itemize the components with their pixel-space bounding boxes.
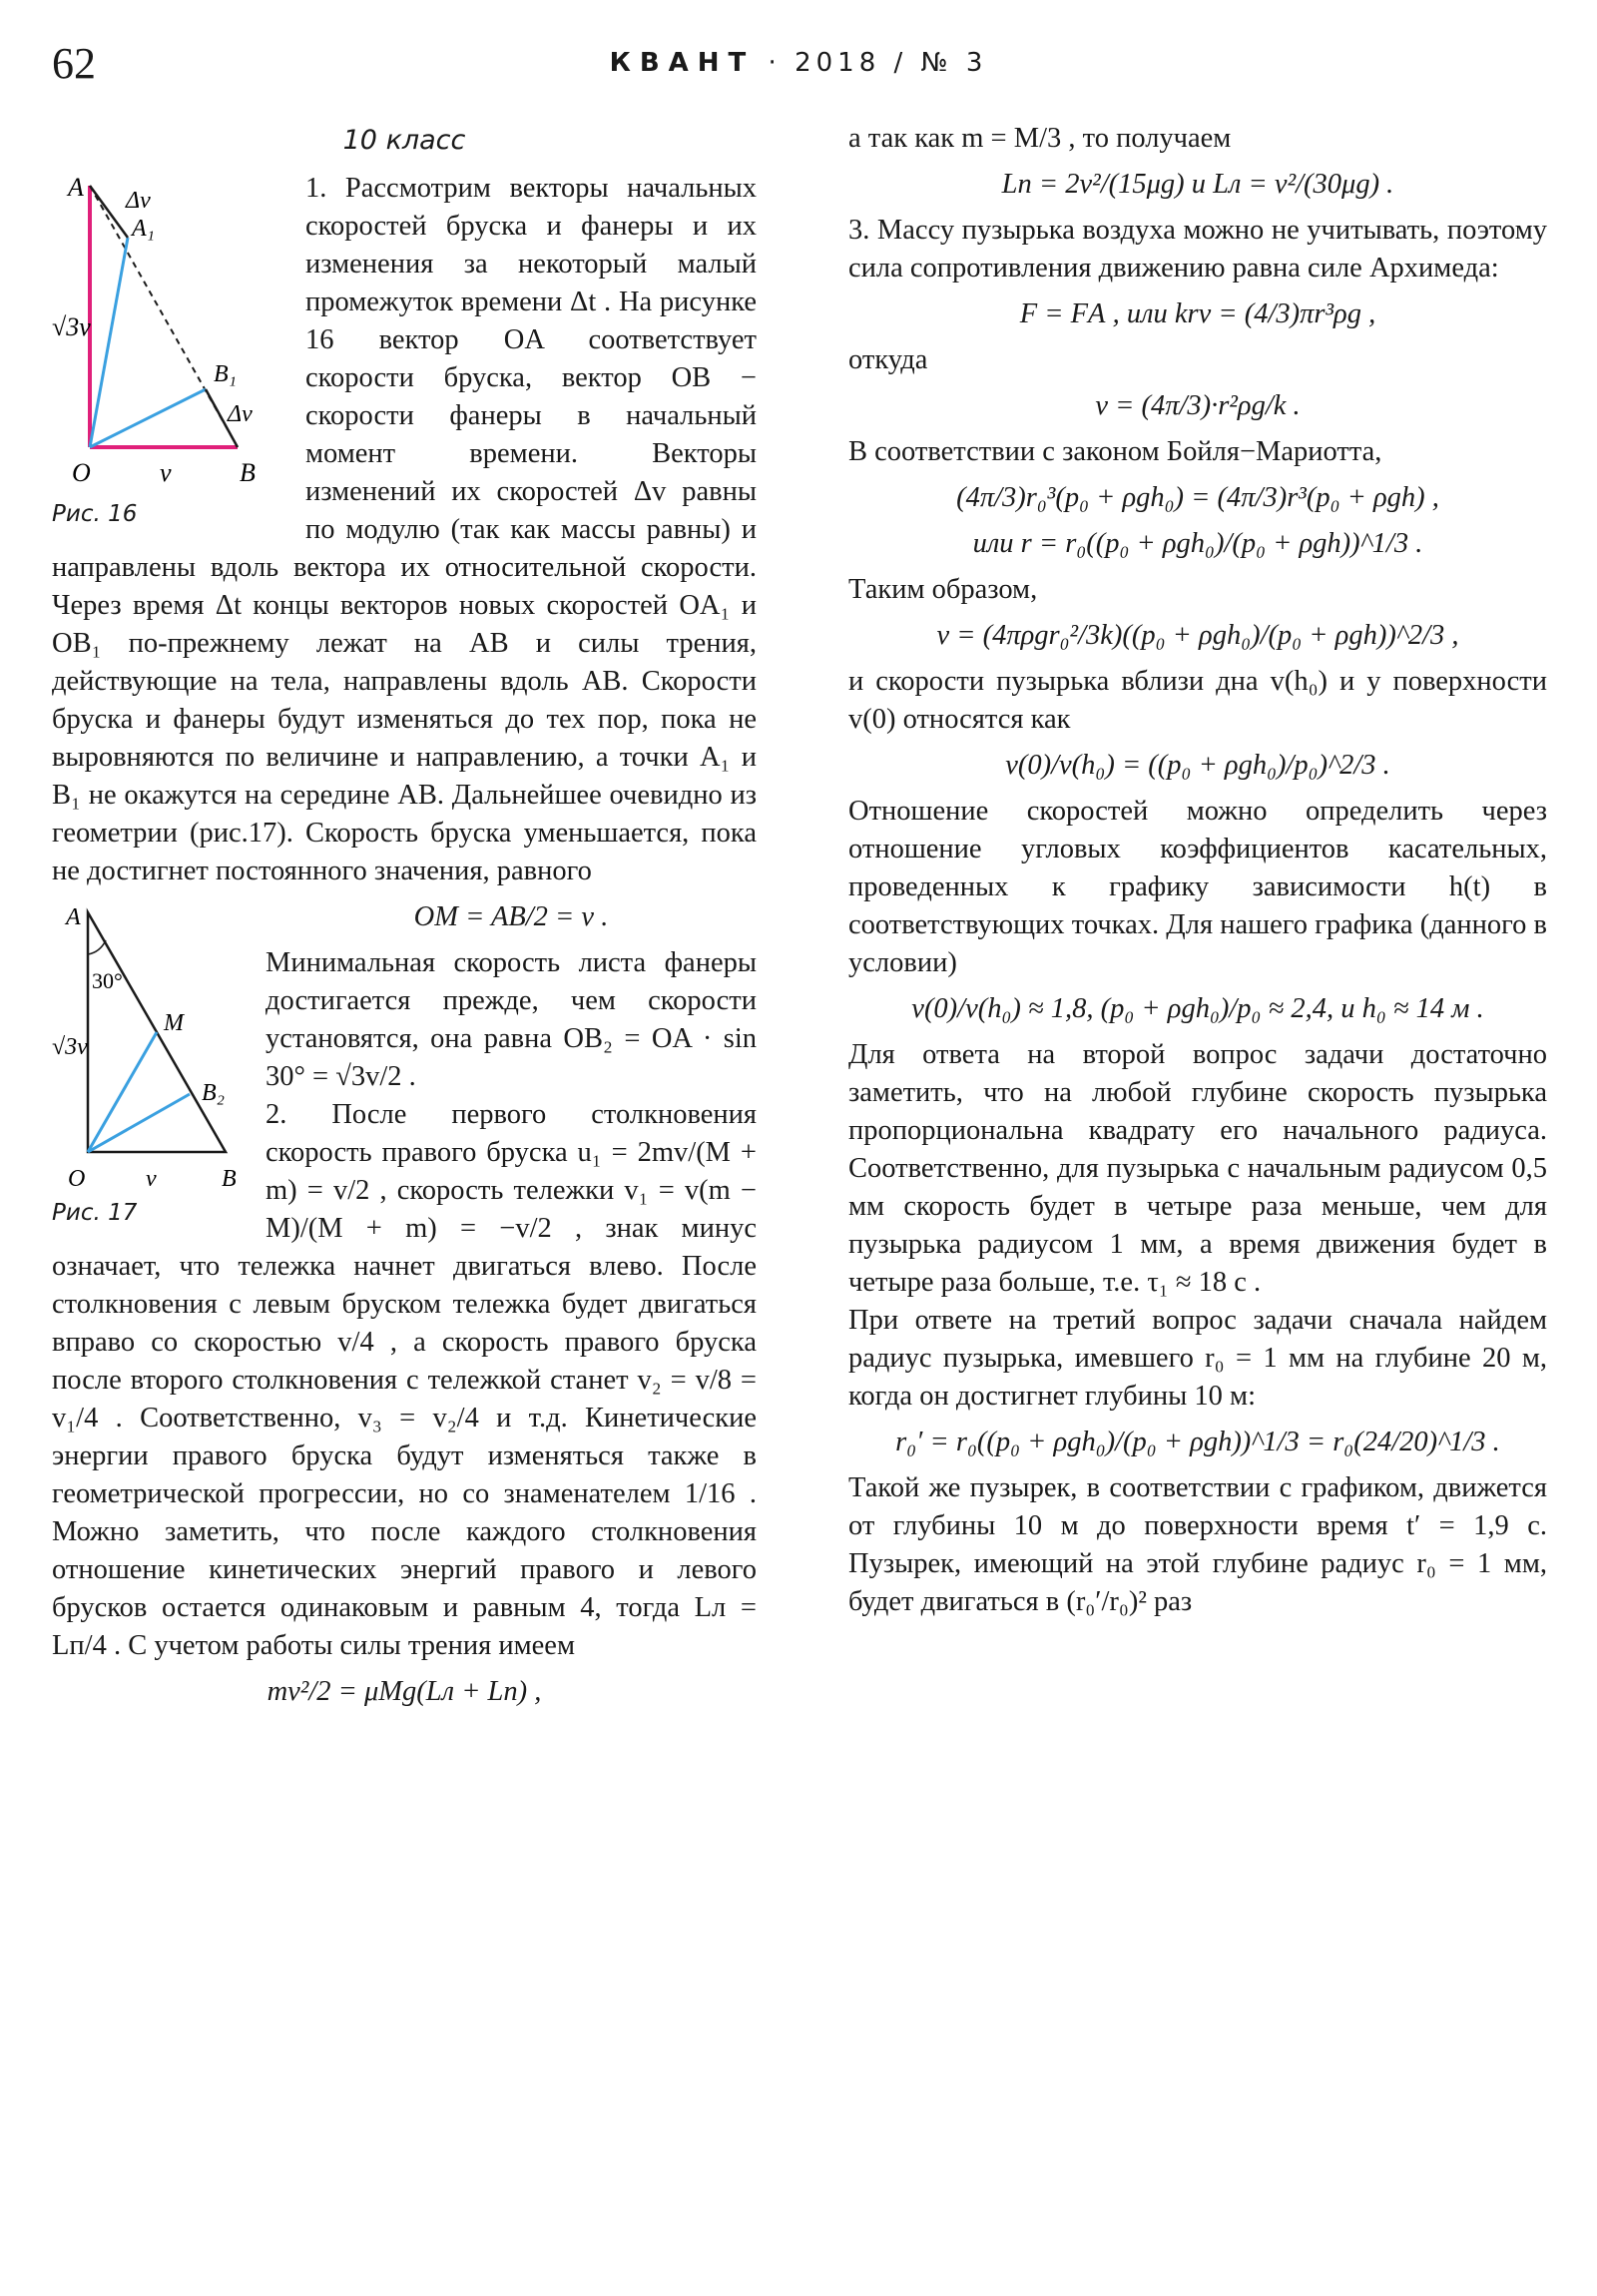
equation-om: OM = AB/2 = v . bbox=[413, 901, 609, 932]
dv-arrow-A bbox=[90, 186, 128, 238]
solution-1-min-speed: Минимальная скорость листа фанеры достигается прежде, чем скорости установятся, она равна OB₂ = OA · sin 30° = √3v/2 . bbox=[266, 947, 757, 1092]
fig17-caption: Рис. 17 bbox=[52, 1200, 138, 1226]
equation-L: Lп = 2v²/(15μg) и Lл = v²/(30μg) . bbox=[1001, 169, 1394, 200]
equation-velocity-2: v = (4πρgr₀²/3k)((p₀ + ρgh₀)/(p₀ + ρgh))^2/3 , bbox=[936, 620, 1459, 651]
angle-arc bbox=[88, 940, 106, 954]
label-angle: 30° bbox=[92, 968, 123, 993]
label-side: √3v bbox=[52, 312, 91, 341]
boyle-mariotte-intro: В соответствии с законом Бойля−Мариотта, bbox=[848, 436, 1382, 467]
equation-velocity: v = (4π/3)·r²ρg/k . bbox=[1095, 390, 1301, 421]
label-O: O bbox=[72, 458, 91, 487]
third-question-text: При ответе на третий вопрос задачи сначала найдем радиус пузырька, имевшего r₀ = 1 мм на глубине 20 м, когда он достигнет глубины 10 м: bbox=[848, 1305, 1547, 1412]
label-A1: A₁ bbox=[132, 216, 156, 242]
left-column bbox=[52, 120, 757, 1719]
issue-info: · 2018 / № 3 bbox=[768, 48, 988, 78]
equation-radius: или r = r₀((p₀ + ρgh₀)/(p₀ + ρgh))^1/3 . bbox=[972, 528, 1423, 559]
fig16-diagram bbox=[52, 176, 291, 495]
label-dv2: Δv bbox=[228, 401, 253, 427]
fig17-diagram bbox=[52, 904, 252, 1194]
speed-ratio-text: и скорости пузырька вблизи дна v(h₀) и у поверхности v(0) относятся как bbox=[848, 666, 1547, 735]
figure-17 bbox=[52, 904, 252, 1232]
label-A: A bbox=[68, 176, 84, 202]
solution-3-text: 3. Массу пузырька воздуха можно не учитывать, поэтому сила сопротивления движению равна силе Архимеда: bbox=[848, 215, 1547, 284]
label-side: √3v bbox=[52, 1034, 88, 1060]
final-text: Такой же пузырек, в соответствии с графиком, движется от глубины 10 м до поверхности время t′ = 1,9 с. Пузырек, имеющий на этой глубине радиус r₀ = 1 мм, будет двигаться в (r₀′/r₀)² раз bbox=[848, 1472, 1547, 1617]
label-M: M bbox=[164, 1010, 184, 1036]
label-O: O bbox=[68, 1166, 86, 1192]
equation-boyle: (4π/3)r₀³(p₀ + ρgh₀) = (4π/3)r³(p₀ + ρgh) , bbox=[956, 482, 1439, 513]
fig16-caption: Рис. 16 bbox=[52, 501, 138, 527]
equation-r-prime: r₀′ = r₀((p₀ + ρgh₀)/(p₀ + ρgh))^1/3 = r₀(24/20)^1/3 . bbox=[895, 1427, 1500, 1457]
figure-16 bbox=[52, 176, 291, 533]
label-B1: B₁ bbox=[214, 361, 238, 387]
equation-values: v(0)/v(h₀) ≈ 1,8, (p₀ + ρgh₀)/p₀ ≈ 2,4, и h₀ ≈ 14 м . bbox=[911, 993, 1484, 1024]
label-B2: B₂ bbox=[202, 1080, 226, 1106]
running-header bbox=[0, 48, 1597, 78]
label-v: v bbox=[146, 1166, 157, 1192]
text-thus: Таким образом, bbox=[848, 574, 1038, 605]
page-number: 62 bbox=[52, 39, 96, 88]
section-heading: 10 класс bbox=[342, 125, 466, 156]
equation-force: F = FА , или krv = (4/3)πr³ρg , bbox=[1019, 298, 1376, 329]
label-dv1: Δv bbox=[126, 188, 151, 214]
second-question-text: Для ответа на второй вопрос задачи достаточно заметить, что на любой глубине скорость пузырька пропорциональна квадрату его начального радиуса. Соответственно, для пузырька с начальным радиусом 0,5 мм скорость будет в четыре раза меньше, чем для пузырька радиусом 1 мм, а время движения будет в четыре раза больше, т.е. τ₁ ≈ 18 с . bbox=[848, 1039, 1547, 1298]
solution-2-text: 2. После первого столкновения скорость правого бруска u₁ = 2mv/(M + m) = v/2 , скорость тележки v₁ = v(m − M)/(M + m) = −v/2 , знак минус означает, что тележка начнет двигаться влево. После столкновения с левым бруском тележка будет двигаться вправо со скоростью v/4 , а скорость правого бруска после второго столкновения с тележкой станет v₂ = v/8 = v₁/4 . Соответственно, v₃ = v₂/4 и т.д. Кинетические энергии правого бруска будут изменяться также в геометрической прогрессии, но со знаменателем 1/16 . Можно заметить, что после каждого столкновения отношение кинетических энергий правого и левого брусков остается одинаковым и равным 4, тогда Lл = Lп/4 . С учетом работы силы трения имеем bbox=[52, 1099, 757, 1661]
label-v: v bbox=[160, 458, 172, 487]
label-B: B bbox=[240, 458, 256, 487]
tangent-text: Отношение скоростей можно определить через отношение угловых коэффициентов касательных, проведенных к графику зависимости h(t) в соответствующих точках. Для нашего графика (данного в условии) bbox=[848, 796, 1547, 978]
equation-ratio: v(0)/v(h₀) = ((p₀ + ρgh₀)/p₀)^2/3 . bbox=[1005, 750, 1390, 781]
label-A: A bbox=[66, 904, 81, 930]
label-B: B bbox=[222, 1166, 237, 1192]
solution-2-continued: а так как m = M/3 , то получаем bbox=[848, 123, 1232, 154]
right-column bbox=[848, 120, 1547, 1621]
vector-OA1 bbox=[90, 238, 128, 447]
equation-energy: mv²/2 = μMg(Lл + Lп) , bbox=[266, 1676, 542, 1707]
journal-title: КВАНТ bbox=[609, 48, 756, 78]
text-otkuda: откуда bbox=[848, 344, 928, 375]
solution-1-text: 1. Рассмотрим векторы начальных скоростей бруска и фанеры и их изменения за некоторый малый промежуток времени Δt . На рисунке 16 вектор OA соответствует скорости бруска, вектор OB − скорости фанеры в начальный момент времени. Векторы изменений их скоростей Δv равны по модулю (так как массы равны) и направлены вдоль вектора их относительной скорости. Через время Δt концы векторов новых скоростей OA₁ и OB₁ по-прежнему лежат на AB и силы трения, действующие на тела, направлены вдоль AB. Скорости бруска и фанеры будут изменяться до тех пор, пока не выровняются по величине и направлению, а точки A₁ и B₁ не окажутся на середине AB. Дальнейшее очевидно из геометрии (рис.17). Скорость бруска уменьшается, пока не достигнет постоянного значения, равного bbox=[52, 173, 757, 886]
vector-OB1 bbox=[90, 389, 206, 447]
